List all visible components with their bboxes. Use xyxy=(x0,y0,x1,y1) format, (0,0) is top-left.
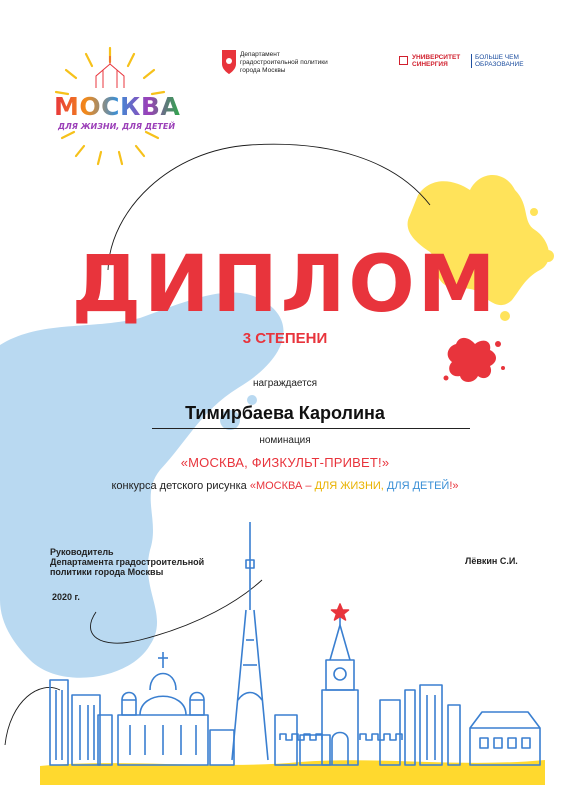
synergy-line-1: УНИВЕРСИТЕТ xyxy=(412,54,461,61)
diploma-year: 2020 г. xyxy=(52,592,80,602)
department-line-2: градостроительной политики xyxy=(240,59,328,66)
signatory-title xyxy=(50,547,204,577)
contest-line xyxy=(0,480,570,492)
department-line-3: города Москвы xyxy=(240,67,286,74)
signatory-line-2: Департамента градостроительной xyxy=(50,557,205,567)
signatory-line-3: политики города Москвы xyxy=(50,567,164,577)
logo-main-text xyxy=(54,92,180,121)
synergy-logo-name xyxy=(412,54,460,68)
recipient-underline xyxy=(152,428,470,429)
contest-prefix: конкурса детского рисунка xyxy=(111,480,250,492)
synergy-logo-slogan xyxy=(471,54,524,68)
moscow-coat-of-arms-icon xyxy=(222,50,236,74)
department-logo-text xyxy=(240,51,350,75)
diploma-degree: 3 СТЕПЕНИ xyxy=(242,330,328,347)
logo-word: МОСКВА xyxy=(54,92,181,121)
department-line-1: Департамент xyxy=(240,51,280,58)
synergy-slogan-2: ОБРАЗОВАНИЕ xyxy=(475,61,524,68)
recipient-name: Тимирбаева Каролина xyxy=(185,403,385,423)
synergy-line-2: СИНЕРГИЯ xyxy=(412,61,448,68)
synergy-slogan-1: БОЛЬШЕ ЧЕМ xyxy=(475,54,519,61)
spasskaya-tower-icon xyxy=(322,604,358,765)
contest-name-part-4: !» xyxy=(449,480,459,492)
contest-name-part-1: «МОСКВА – xyxy=(249,480,315,492)
nomination-value: «МОСКВА, ФИЗКУЛЬТ-ПРИВЕТ!» xyxy=(180,455,390,470)
diploma-title: ДИПЛОМ xyxy=(71,240,499,330)
decorative-arc-bottom xyxy=(5,687,60,745)
synergy-logo-icon xyxy=(399,56,408,65)
signatory-line-1: Руководитель xyxy=(50,547,114,557)
logo-subtitle: ДЛЯ ЖИЗНИ, ДЛЯ ДЕТЕЙ xyxy=(58,122,176,131)
signer-name: Лёвкин С.И. xyxy=(465,556,518,566)
cathedral-icon xyxy=(118,652,208,765)
awarded-label: награждается xyxy=(252,378,318,389)
contest-name-part-2: ДЛЯ ЖИЗНИ, xyxy=(314,480,387,492)
contest-name-part-3: ДЛЯ ДЕТЕЙ xyxy=(386,480,450,492)
ostankino-tower-icon xyxy=(232,522,268,760)
nomination-label: номинация xyxy=(259,435,311,446)
house-icon xyxy=(470,712,540,765)
